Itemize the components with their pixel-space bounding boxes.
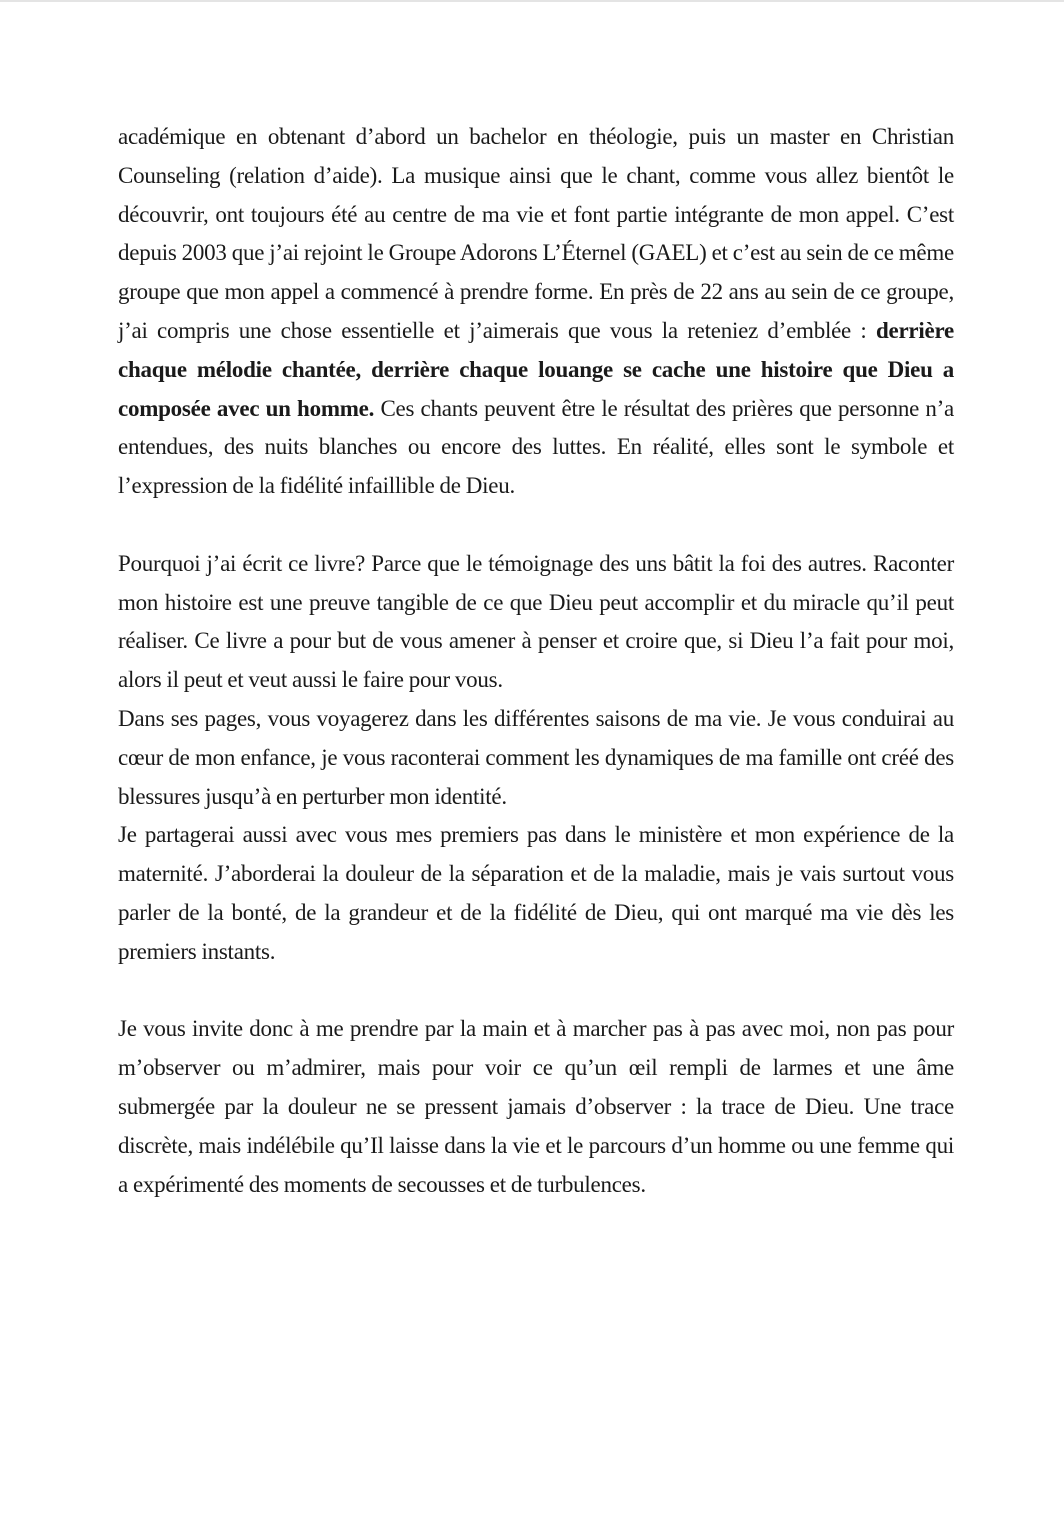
paragraph-4: Je partagerai aussi avec vous mes premiers pas dans le ministère et mon expérience de la maternité. J’aborderai la douleur de la séparation et de la maladie, mais je vais surtout vous parler de la bonté, de la grandeur et de la fidélité de Dieu, qui ont marqué ma vie dès les premiers instants. xyxy=(118,822,954,964)
paragraph-1-text-end: Ces chants peuvent être le résultat des prières que personne n’a entendues, des nuits blanches ou encore des luttes. En réalité, elles sont le symbole et l’expression de la fidélité infaillible de Dieu. xyxy=(118,395,954,499)
paragraph-1 xyxy=(118,118,954,506)
paragraph-3: Dans ses pages, vous voyagerez dans les différentes saisons de ma vie. Je vous conduirai au cœur de mon enfance, je vous raconterai comment les dynamiques de ma famille ont créé des blessures jusqu’à en perturber mon identité. xyxy=(118,705,954,809)
page-top-edge xyxy=(0,0,1064,2)
paragraph-5: Je vous invite donc à me prendre par la main et à marcher pas à pas avec moi, non pas pour m’observer ou m’admirer, mais pour voir ce qu’un œil rempli de larmes et une âme submergée par la douleur ne se pressent jamais d’observer : la trace de Dieu. Une trace discrète, mais indélébile qu’Il laisse dans la vie et le parcours d’un homme ou une femme qui a expérimenté des moments de secousses et de turbulences. xyxy=(118,1016,954,1197)
text-column xyxy=(118,118,954,1204)
paragraph-1-bold-quote: derrière chaque mélodie chantée, derrière chaque louange se cache une histoire que Dieu a composée avec un homme. xyxy=(118,317,954,421)
paragraph-1-text-start: académique en obtenant d’abord un bachelor en théologie, puis un master en Christian Counseling (relation d’aide). La musique ainsi que le chant, comme vous allez bientôt le découvrir, ont toujours été au centre de ma vie et font partie intégrante de mon appel. C’est depuis 2003 que j’ai rejoint le Groupe Adorons L’Éternel (GAEL) et c’est au sein de ce même groupe que mon appel a commencé à prendre forme. En près de 22 ans au sein de ce groupe, j’ai compris une chose essentielle et j’aimerais que vous la reteniez d’emblée : xyxy=(118,124,954,343)
paragraph-2: Pourquoi j’ai écrit ce livre? Parce que le témoignage des uns bâtit la foi des autres. Raconter mon histoire est une preuve tangible de ce que Dieu peut accomplir et du miracle qu’il peut réaliser. Ce livre a pour but de vous amener à penser et croire que, si Dieu l’a fait pour moi, alors il peut et veut aussi le faire pour vous. xyxy=(118,550,954,693)
